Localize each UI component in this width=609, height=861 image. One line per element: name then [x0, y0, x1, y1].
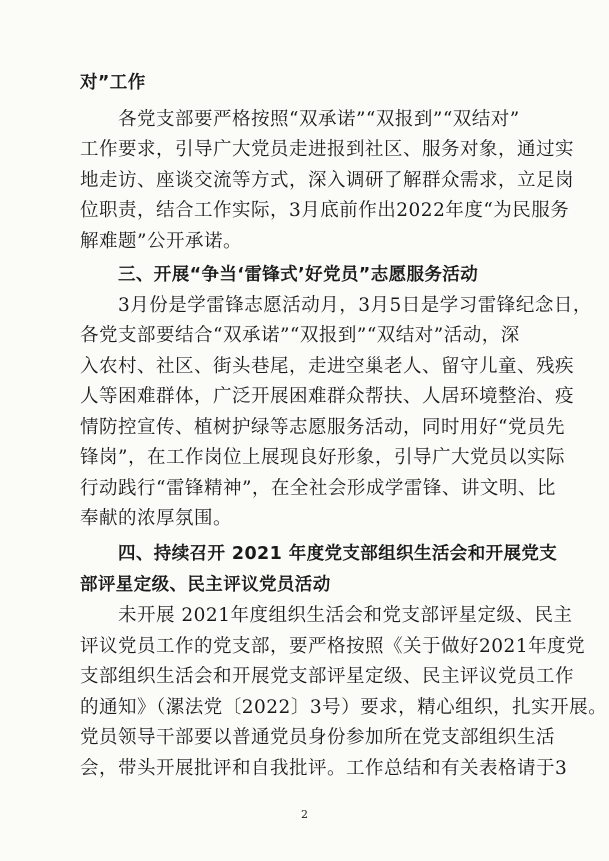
section-heading-4-cont: 部评星定级、民主评议党员活动 — [80, 575, 331, 595]
text-line: 工作要求，引导广大党员走进报到社区、服务对象，通过实 — [80, 139, 575, 160]
text-line: 各党支部要严格按照“双承诺”“双报到”“双结对” — [118, 109, 520, 130]
text-line: 未开展 2021年度组织生活会和党支部评星定级、民主 — [118, 605, 573, 626]
text-line: 对”工作 — [80, 73, 146, 93]
text-line: 入农村、社区、街头巷尾，走进空巢老人、留守儿童、残疾 — [80, 356, 575, 377]
text-line: 党员领导干部要以普通党员身份参加所在党支部组织生活 — [80, 727, 556, 748]
text-line: 情防控宣传、植树护绿等志愿服务活动，同时用好“党员先 — [80, 417, 565, 438]
page-number: 2 — [301, 808, 308, 821]
text-line: 行动践行“雷锋精神”，在全社会形成学雷锋、讲文明、比 — [80, 478, 556, 499]
text-line: 各党支部要结合“双承诺”“双报到”“双结对”活动，深 — [80, 325, 520, 346]
text-line: 3月份是学雷锋志愿活动月，3月5日是学习雷锋纪念日， — [118, 295, 592, 316]
text-line: 的通知》（漯法党〔2022〕3号）要求，精心组织，扎实开展。 — [80, 697, 608, 718]
section-heading-3: 三、开展“争当‘雷锋式’好党员”志愿服务活动 — [118, 265, 479, 285]
text-line: 人等困难群体，广泛开展困难群众帮扶、人居环境整治、疫 — [80, 386, 575, 407]
section-heading-4: 四、持续召开 2021 年度党支部组织生活会和开展党支 — [118, 544, 558, 564]
text-line: 地走访、座谈交流等方式，深入调研了解群众需求，立足岗 — [80, 170, 575, 191]
text-line: 锋岗”，在工作岗位上展现良好形象，引导广大党员以实际 — [80, 447, 565, 468]
text-line: 支部组织生活会和开展党支部评星定级、民主评议党员工作 — [80, 666, 575, 687]
text-line: 位职责，结合工作实际，3月底前作出2022年度“为民服务 — [80, 200, 570, 221]
text-line: 会，带头开展批评和自我批评。工作总结和有关表格请于3 — [80, 758, 568, 779]
text-line: 奉献的浓厚氛围。 — [80, 508, 233, 529]
text-line: 评议党员工作的党支部，要严格按照《关于做好2021年度党 — [80, 636, 586, 657]
text-line: 解难题”公开承诺。 — [80, 231, 242, 252]
